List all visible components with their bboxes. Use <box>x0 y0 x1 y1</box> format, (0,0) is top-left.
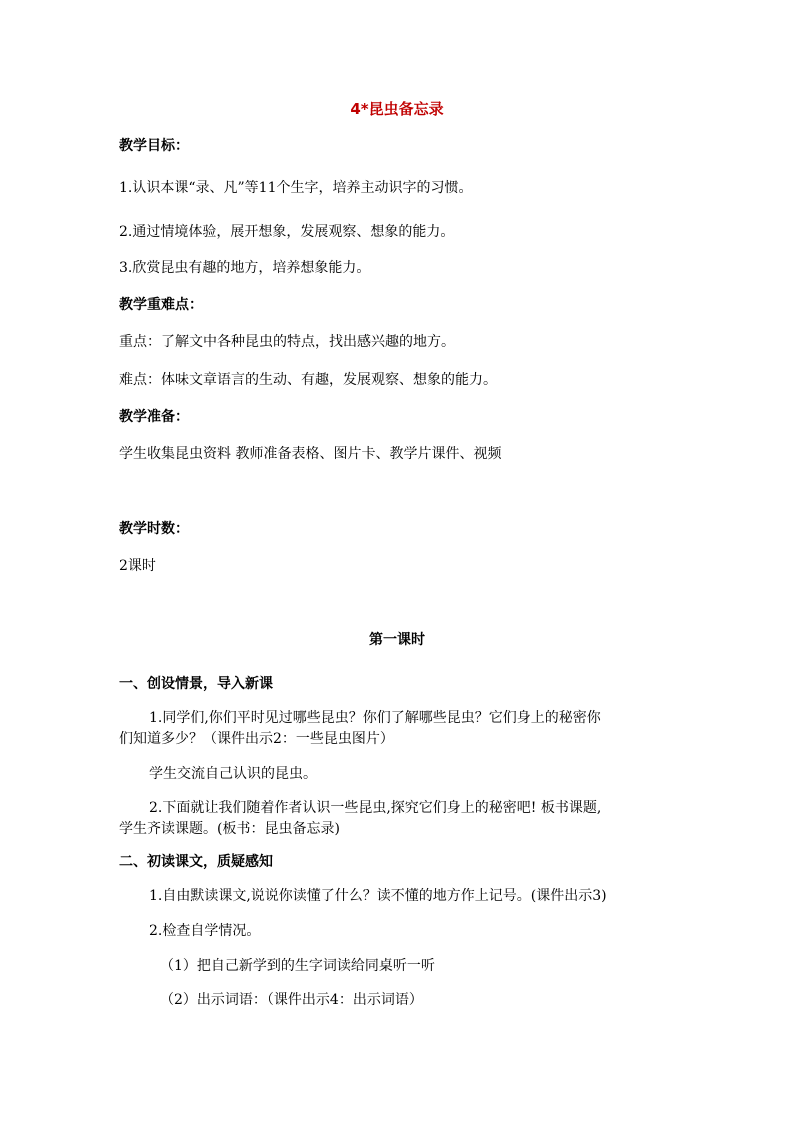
lesson-one-title: 第一课时 <box>369 632 425 648</box>
key-point-focus: 重点：了解文中各种昆虫的特点，找出感兴趣的地方。 <box>119 334 455 350</box>
section-2-para-3: （1）把自己新学到的生字词读给同桌听一听 <box>160 958 435 974</box>
document-title: 4*昆虫备忘录 <box>350 100 444 118</box>
goal-item-1: 1.认识本课“录、凡”等11个生字，培养主动识字的习惯。 <box>119 180 473 196</box>
section-1-para-3-line-1: 2.下面就让我们随着作者认识一些昆虫,探究它们身上的秘密吧! 板书课题, <box>149 800 602 816</box>
hours-heading: 教学时数： <box>119 521 189 537</box>
section-1-heading: 一、创设情景，导入新课 <box>119 676 273 692</box>
section-2-para-1: 1.自由默读课文,说说你读懂了什么？读不懂的地方作上记号。(课件出示3) <box>149 888 607 904</box>
section-2-heading: 二、初读课文，质疑感知 <box>119 854 273 870</box>
key-point-difficulty: 难点：体味文章语言的生动、有趣，发展观察、想象的能力。 <box>119 372 497 388</box>
section-1-para-1-line-2: 们知道多少？（课件出示2：一些昆虫图片） <box>119 731 394 747</box>
section-1-para-1-line-1: 1.同学们,你们平时见过哪些昆虫？你们了解哪些昆虫？它们身上的秘密你 <box>149 710 601 726</box>
goals-heading: 教学目标： <box>119 138 189 154</box>
section-1-para-2: 学生交流自己认识的昆虫。 <box>149 766 317 782</box>
section-2-para-2: 2.检查自学情况。 <box>149 923 261 939</box>
preparation-text: 学生收集昆虫资料 教师准备表格、图片卡、教学片课件、视频 <box>119 446 502 462</box>
goal-item-3: 3.欣赏昆虫有趣的地方，培养想象能力。 <box>119 260 371 276</box>
goal-item-2: 2.通过情境体验，展开想象，发展观察、想象的能力。 <box>119 224 455 240</box>
section-2-para-4: （2）出示词语：（课件出示4：出示词语） <box>160 992 423 1008</box>
hours-text: 2课时 <box>119 558 156 574</box>
key-points-heading: 教学重难点： <box>119 297 203 313</box>
preparation-heading: 教学准备： <box>119 409 189 425</box>
section-1-para-3-line-2: 学生齐读课题。(板书：昆虫备忘录) <box>119 821 340 837</box>
